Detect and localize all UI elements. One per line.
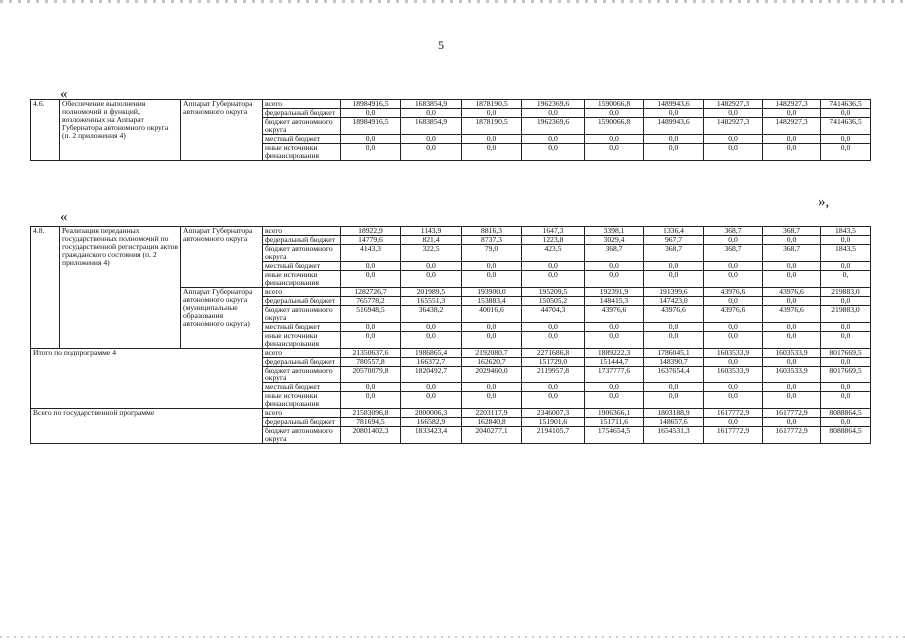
amount-cell: 1962369,6	[522, 100, 585, 109]
amount-cell: 7414636,5	[821, 100, 871, 109]
subtotal-label-cell: Итого по подпрограмме 4	[31, 348, 263, 409]
amount-cell: 0,0	[462, 143, 522, 160]
amount-cell: 1143,9	[401, 227, 462, 236]
amount-cell: 0,0	[644, 108, 704, 117]
amount-cell: 368,7	[704, 227, 763, 236]
scan-edge-bottom	[0, 636, 905, 638]
amount-cell: 0,	[821, 270, 871, 287]
measure-name-cell: Обеспечение выполнения полномочий и функций, возложенных на Аппарат Губернатора автономного округа (п. 2 приложения 4)	[60, 100, 181, 161]
amount-cell: 1906366,1	[585, 409, 644, 418]
amount-cell: 1336,4	[644, 227, 704, 236]
measure-number-cell: 4.8.	[31, 227, 60, 349]
amount-cell: 2194105,7	[522, 427, 585, 444]
amount-cell: 821,4	[401, 235, 462, 244]
amount-cell: 2119957,8	[522, 366, 585, 383]
amount-cell: 3398,1	[585, 227, 644, 236]
amount-cell: 0,0	[401, 261, 462, 270]
funding-source-cell: всего	[263, 287, 341, 296]
amount-cell: 0,0	[821, 383, 871, 392]
amount-cell: 148657,6	[644, 418, 704, 427]
amount-cell: 1590066,8	[585, 117, 644, 134]
amount-cell: 148415,3	[585, 296, 644, 305]
amount-cell: 1482927,3	[704, 100, 763, 109]
amount-cell: 0,0	[763, 296, 821, 305]
amount-cell: 1603533,9	[704, 366, 763, 383]
amount-cell: 1889222,3	[585, 348, 644, 357]
amount-cell: 368,7	[585, 244, 644, 261]
amount-cell: 0,0	[763, 322, 821, 331]
funding-source-cell: федеральный бюджет	[263, 235, 341, 244]
amount-cell: 43976,6	[704, 305, 763, 322]
funding-source-cell: всего	[263, 100, 341, 109]
amount-cell: 0,0	[401, 143, 462, 160]
amount-cell: 0,0	[341, 108, 401, 117]
page-number: 5	[438, 38, 444, 52]
amount-cell: 43976,6	[585, 305, 644, 322]
amount-cell: 0,0	[644, 392, 704, 409]
amount-cell: 0,0	[821, 235, 871, 244]
amount-cell: 0,0	[821, 261, 871, 270]
amount-cell: 423,5	[522, 244, 585, 261]
amount-cell: 0,0	[763, 331, 821, 348]
amount-cell: 0,0	[401, 134, 462, 143]
amount-cell: 8737,3	[462, 235, 522, 244]
amount-cell: 193900,0	[462, 287, 522, 296]
funding-source-cell: всего	[263, 348, 341, 357]
amount-cell: 21350637,6	[341, 348, 401, 357]
amount-cell: 0,0	[341, 392, 401, 409]
amount-cell: 151444,7	[585, 357, 644, 366]
funding-source-cell: бюджет автономного округа	[263, 427, 341, 444]
amount-cell: 0,0	[704, 418, 763, 427]
funding-source-cell: иные источники финансирования	[263, 270, 341, 287]
funding-source-cell: местный бюджет	[263, 134, 341, 143]
funding-source-cell: бюджет автономного округа	[263, 244, 341, 261]
amount-cell: 0,0	[704, 357, 763, 366]
amount-cell: 0,0	[821, 134, 871, 143]
amount-cell: 0,0	[704, 108, 763, 117]
amount-cell: 0,0	[401, 108, 462, 117]
amount-cell: 0,0	[585, 383, 644, 392]
amount-cell: 165551,3	[401, 296, 462, 305]
total-label-cell: Всего по государственной программе	[31, 409, 263, 444]
amount-cell: 20801402,3	[341, 427, 401, 444]
amount-cell: 36438,2	[401, 305, 462, 322]
amount-cell: 368,7	[704, 244, 763, 261]
amount-cell: 0,0	[704, 235, 763, 244]
amount-cell: 0,0	[401, 322, 462, 331]
amount-cell: 368,7	[644, 244, 704, 261]
amount-cell: 0,0	[401, 392, 462, 409]
amount-cell: 8017669,5	[821, 366, 871, 383]
amount-cell: 1489943,6	[644, 117, 704, 134]
amount-cell: 1282726,7	[341, 287, 401, 296]
amount-cell: 40016,6	[462, 305, 522, 322]
amount-cell: 1803188,9	[644, 409, 704, 418]
amount-cell: 0,0	[401, 331, 462, 348]
amount-cell: 0,0	[763, 134, 821, 143]
amount-cell: 0,0	[341, 383, 401, 392]
executor-cell: Аппарат Губернатора автономного округа	[181, 100, 263, 161]
amount-cell: 0,0	[341, 134, 401, 143]
table-row	[31, 100, 871, 109]
table-row	[31, 227, 871, 236]
amount-cell: 0,0	[821, 392, 871, 409]
amount-cell: 0,0	[462, 108, 522, 117]
amount-cell: 1603533,9	[763, 366, 821, 383]
amount-cell: 1223,8	[522, 235, 585, 244]
amount-cell: 0,0	[585, 134, 644, 143]
table-row	[31, 409, 871, 418]
amount-cell: 1737777,6	[585, 366, 644, 383]
amount-cell: 0,0	[522, 108, 585, 117]
amount-cell: 1617772,9	[763, 409, 821, 418]
amount-cell: 0,0	[522, 383, 585, 392]
funding-source-cell: местный бюджет	[263, 383, 341, 392]
amount-cell: 43976,6	[704, 287, 763, 296]
amount-cell: 162840,8	[462, 418, 522, 427]
amount-cell: 8088864,5	[821, 427, 871, 444]
amount-cell: 151711,6	[585, 418, 644, 427]
amount-cell: 148390,7	[644, 357, 704, 366]
amount-cell: 0,0	[585, 322, 644, 331]
funding-source-cell: иные источники финансирования	[263, 392, 341, 409]
amount-cell: 0,0	[644, 143, 704, 160]
amount-cell: 1637654,4	[644, 366, 704, 383]
amount-cell: 0,0	[341, 331, 401, 348]
amount-cell: 0,0	[763, 383, 821, 392]
amount-cell: 18922,9	[341, 227, 401, 236]
amount-cell: 0,0	[821, 108, 871, 117]
amount-cell: 8017669,5	[821, 348, 871, 357]
amount-cell: 20570079,8	[341, 366, 401, 383]
amount-cell: 0,0	[462, 261, 522, 270]
funding-source-cell: бюджет автономного округа	[263, 305, 341, 322]
executor-cell: Аппарат Губернатора автономного округа (муниципальные образования автономного округа)	[181, 287, 263, 348]
amount-cell: 0,0	[522, 143, 585, 160]
amount-cell: 0,0	[462, 392, 522, 409]
amount-cell: 151901,6	[522, 418, 585, 427]
amount-cell: 368,7	[763, 227, 821, 236]
amount-cell: 0,0	[704, 134, 763, 143]
amount-cell: 780557,8	[341, 357, 401, 366]
amount-cell: 765778,2	[341, 296, 401, 305]
amount-cell: 0,0	[341, 322, 401, 331]
funding-source-cell: бюджет автономного округа	[263, 366, 341, 383]
table-measure-4-6	[30, 99, 871, 161]
amount-cell: 0,0	[821, 143, 871, 160]
amount-cell: 1820492,7	[401, 366, 462, 383]
table-row	[31, 348, 871, 357]
amount-cell: 322,5	[401, 244, 462, 261]
amount-cell: 0,0	[522, 392, 585, 409]
amount-cell: 1489943,6	[644, 100, 704, 109]
amount-cell: 1654531,3	[644, 427, 704, 444]
amount-cell: 0,0	[522, 261, 585, 270]
amount-cell: 43976,6	[763, 287, 821, 296]
funding-source-cell: всего	[263, 409, 341, 418]
amount-cell: 1878190,5	[462, 117, 522, 134]
amount-cell: 7414636,5	[821, 117, 871, 134]
amount-cell: 0,0	[763, 392, 821, 409]
amount-cell: 0,0	[821, 331, 871, 348]
amount-cell: 0,0	[644, 134, 704, 143]
amount-cell: 219883,0	[821, 305, 871, 322]
amount-cell: 0,0	[763, 143, 821, 160]
amount-cell: 1482927,3	[704, 117, 763, 134]
amount-cell: 0,0	[401, 270, 462, 287]
amount-cell: 166372,7	[401, 357, 462, 366]
measure-number-cell: 4.6.	[31, 100, 60, 161]
amount-cell: 0,0	[763, 235, 821, 244]
amount-cell: 0,0	[704, 270, 763, 287]
amount-cell: 2029460,0	[462, 366, 522, 383]
amount-cell: 2346007,3	[522, 409, 585, 418]
amount-cell: 44704,3	[522, 305, 585, 322]
amount-cell: 162620,7	[462, 357, 522, 366]
amount-cell: 8088864,5	[821, 409, 871, 418]
amount-cell: 0,0	[341, 261, 401, 270]
measure-name-cell: Реализация переданных государственных полномочий по государственной регистрации актов гражданского состояния (п. 2 приложения 4)	[60, 227, 181, 349]
amount-cell: 1962369,6	[522, 117, 585, 134]
amount-cell: 1754654,5	[585, 427, 644, 444]
amount-cell: 2000006,3	[401, 409, 462, 418]
amount-cell: 0,0	[585, 143, 644, 160]
amount-cell: 0,0	[522, 270, 585, 287]
amount-cell: 1878190,5	[462, 100, 522, 109]
amount-cell: 0,0	[763, 108, 821, 117]
amount-cell: 1647,3	[522, 227, 585, 236]
amount-cell: 1590066,8	[585, 100, 644, 109]
funding-source-cell: иные источники финансирования	[263, 143, 341, 160]
funding-source-cell: местный бюджет	[263, 322, 341, 331]
funding-source-cell: федеральный бюджет	[263, 296, 341, 305]
amount-cell: 0,0	[341, 270, 401, 287]
funding-source-cell: местный бюджет	[263, 261, 341, 270]
amount-cell: 967,7	[644, 235, 704, 244]
amount-cell: 0,0	[341, 143, 401, 160]
amount-cell: 0,0	[462, 331, 522, 348]
amount-cell: 18984916,5	[341, 117, 401, 134]
amount-cell: 166582,9	[401, 418, 462, 427]
amount-cell: 1833423,4	[401, 427, 462, 444]
amount-cell: 21583096,8	[341, 409, 401, 418]
amount-cell: 0,0	[522, 134, 585, 143]
amount-cell: 150505,2	[522, 296, 585, 305]
amount-cell: 79,0	[462, 244, 522, 261]
amount-cell: 0,0	[644, 322, 704, 331]
amount-cell: 368,7	[763, 244, 821, 261]
amount-cell: 151729,0	[522, 357, 585, 366]
amount-cell: 4143,3	[341, 244, 401, 261]
amount-cell: 0,0	[821, 322, 871, 331]
amount-cell: 0,0	[585, 108, 644, 117]
scan-edge-top	[0, 0, 905, 3]
amount-cell: 2271686,8	[522, 348, 585, 357]
amount-cell: 1683854,9	[401, 100, 462, 109]
amount-cell: 1603533,9	[704, 348, 763, 357]
amount-cell: 0,0	[462, 270, 522, 287]
amount-cell: 516948,5	[341, 305, 401, 322]
executor-cell: Аппарат Губернатора автономного округа	[181, 227, 263, 288]
amount-cell: 0,0	[585, 261, 644, 270]
amount-cell: 1482927,3	[763, 100, 821, 109]
amount-cell: 0,0	[585, 270, 644, 287]
amount-cell: 0,0	[704, 143, 763, 160]
amount-cell: 2192080,7	[462, 348, 522, 357]
amount-cell: 14779,6	[341, 235, 401, 244]
amount-cell: 195209,5	[522, 287, 585, 296]
amount-cell: 0,0	[821, 418, 871, 427]
funding-source-cell: бюджет автономного округа	[263, 117, 341, 134]
amount-cell: 0,0	[462, 134, 522, 143]
amount-cell: 0,0	[401, 383, 462, 392]
amount-cell: 43976,6	[644, 305, 704, 322]
funding-source-cell: всего	[263, 227, 341, 236]
amount-cell: 0,0	[704, 383, 763, 392]
amount-cell: 0,0	[763, 418, 821, 427]
amount-cell: 0,0	[821, 296, 871, 305]
amount-cell: 0,0	[763, 261, 821, 270]
amount-cell: 0,0	[704, 261, 763, 270]
amount-cell: 1683854,9	[401, 117, 462, 134]
amount-cell: 0,0	[704, 296, 763, 305]
funding-source-cell: федеральный бюджет	[263, 418, 341, 427]
amount-cell: 1482927,3	[763, 117, 821, 134]
amount-cell: 0,0	[462, 322, 522, 331]
amount-cell: 219883,0	[821, 287, 871, 296]
amount-cell: 0,0	[585, 392, 644, 409]
funding-source-cell: иные источники финансирования	[263, 331, 341, 348]
amount-cell: 192391,9	[585, 287, 644, 296]
amount-cell: 781694,5	[341, 418, 401, 427]
table-measure-4-8	[30, 226, 871, 444]
amount-cell: 0,0	[704, 331, 763, 348]
amount-cell: 1786045,1	[644, 348, 704, 357]
amount-cell: 3029,4	[585, 235, 644, 244]
amount-cell: 0,0	[462, 383, 522, 392]
amount-cell: 0,0	[522, 322, 585, 331]
opening-quote-1: «	[60, 86, 68, 102]
amount-cell: 1843,5	[821, 227, 871, 236]
amount-cell: 147423,0	[644, 296, 704, 305]
amount-cell: 1617772,9	[704, 409, 763, 418]
amount-cell: 0,0	[585, 331, 644, 348]
amount-cell: 0,0	[644, 270, 704, 287]
amount-cell: 0,0	[644, 331, 704, 348]
amount-cell: 0,0	[522, 331, 585, 348]
amount-cell: 18984916,5	[341, 100, 401, 109]
amount-cell: 2203117,9	[462, 409, 522, 418]
amount-cell: 1986865,4	[401, 348, 462, 357]
amount-cell: 0,0	[644, 383, 704, 392]
amount-cell: 43976,6	[763, 305, 821, 322]
amount-cell: 153883,4	[462, 296, 522, 305]
amount-cell: 0,0	[763, 357, 821, 366]
amount-cell: 1617772,9	[704, 427, 763, 444]
amount-cell: 0,0	[704, 392, 763, 409]
amount-cell: 2040277,1	[462, 427, 522, 444]
amount-cell: 1603533,9	[763, 348, 821, 357]
opening-quote-2: «	[60, 209, 68, 225]
closing-quote-1: »,	[818, 194, 830, 210]
amount-cell: 0,0	[644, 261, 704, 270]
amount-cell: 1843,5	[821, 244, 871, 261]
amount-cell: 0,0	[763, 270, 821, 287]
amount-cell: 0,0	[704, 322, 763, 331]
funding-source-cell: федеральный бюджет	[263, 108, 341, 117]
amount-cell: 0,0	[821, 357, 871, 366]
amount-cell: 8816,3	[462, 227, 522, 236]
amount-cell: 1617772,9	[763, 427, 821, 444]
amount-cell: 201989,5	[401, 287, 462, 296]
funding-source-cell: федеральный бюджет	[263, 357, 341, 366]
amount-cell: 191399,6	[644, 287, 704, 296]
